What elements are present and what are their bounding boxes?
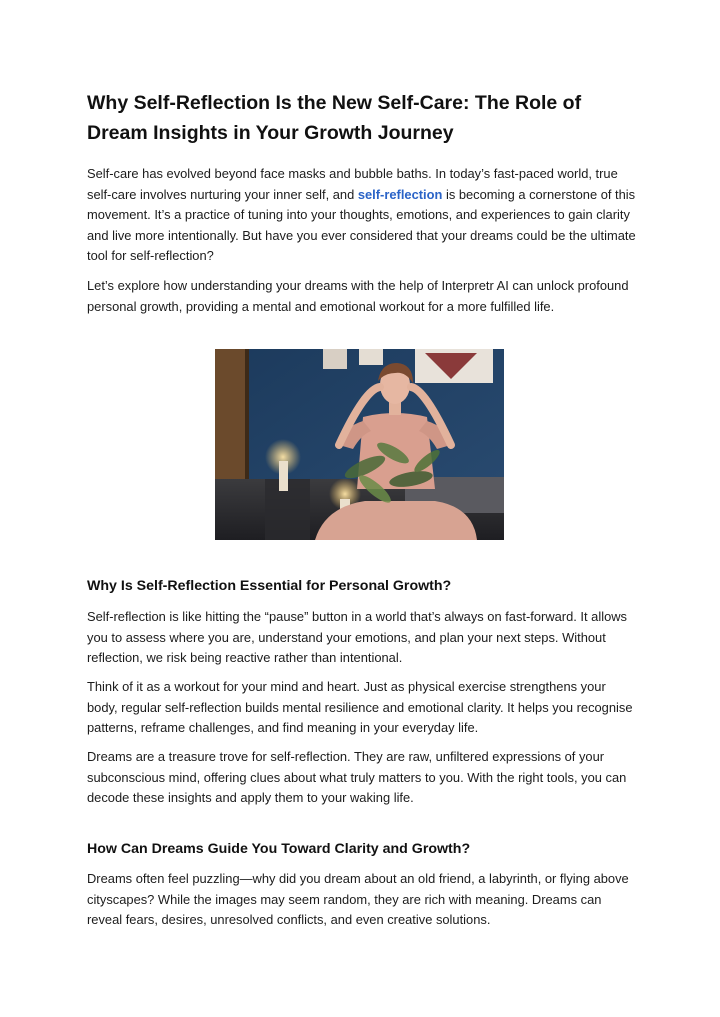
section1-paragraph-1: Self-reflection is like hitting the “pause” button in a world that’s always on fast-forward. It allows you to assess where you are, understand your emotions, and plan your next steps. Without reflection, we risk being reactive rather than intentional.: [87, 609, 627, 666]
intro-paragraph-2: Let’s explore how understanding your dreams with the help of Interpretr AI can unlock profound personal growth, providing a mental and emotional workout for a more fulfilled life.: [87, 278, 629, 314]
section-heading-dreams-guide: How Can Dreams Guide You Toward Clarity and Growth?: [87, 841, 471, 857]
section1-paragraph-2: Think of it as a workout for your mind and heart. Just as physical exercise strengthens your body, regular self-reflection builds mental resilience and emotional clarity. It helps you recognise patterns, reframe challenges, and find meaning in your everyday life.: [87, 679, 633, 736]
section-heading-self-reflection: Why Is Self-Reflection Essential for Personal Growth?: [87, 578, 452, 594]
intro-paragraph-1: [87, 164, 639, 267]
intro-text-after-link: is becoming a cornerstone of this movement. It’s a practice of tuning into your thoughts, emotions, and experiences to gain clarity and live more intentionally. But have you ever considered that your dreams could be the ultimate tool for self-reflection?: [87, 186, 636, 264]
article-title: Why Self-Reflection Is the New Self-Care: The Role of Dream Insights in Your Growth Journey: [87, 92, 582, 144]
meditation-photo: [215, 349, 504, 540]
self-reflection-link[interactable]: self-reflection: [357, 186, 443, 202]
section1-paragraph-3: Dreams are a treasure trove for self-reflection. They are raw, unfiltered expressions of your subconscious mind, offering clues about what truly matters to you. With the right tools, you can decode these insights and apply them to your waking life.: [87, 749, 627, 806]
intro-text-before-link: Self-care has evolved beyond face masks and bubble baths. In today’s fast-paced world, true self-care involves nurturing your inner self, and: [87, 166, 618, 202]
section2-paragraph-1: Dreams often feel puzzling—why did you dream about an old friend, a labyrinth, or flying above cityscapes? While the images may seem random, they are rich with meaning. Dreams can reveal fears, desires, unresolved conflicts, and even creative solutions.: [87, 871, 629, 928]
